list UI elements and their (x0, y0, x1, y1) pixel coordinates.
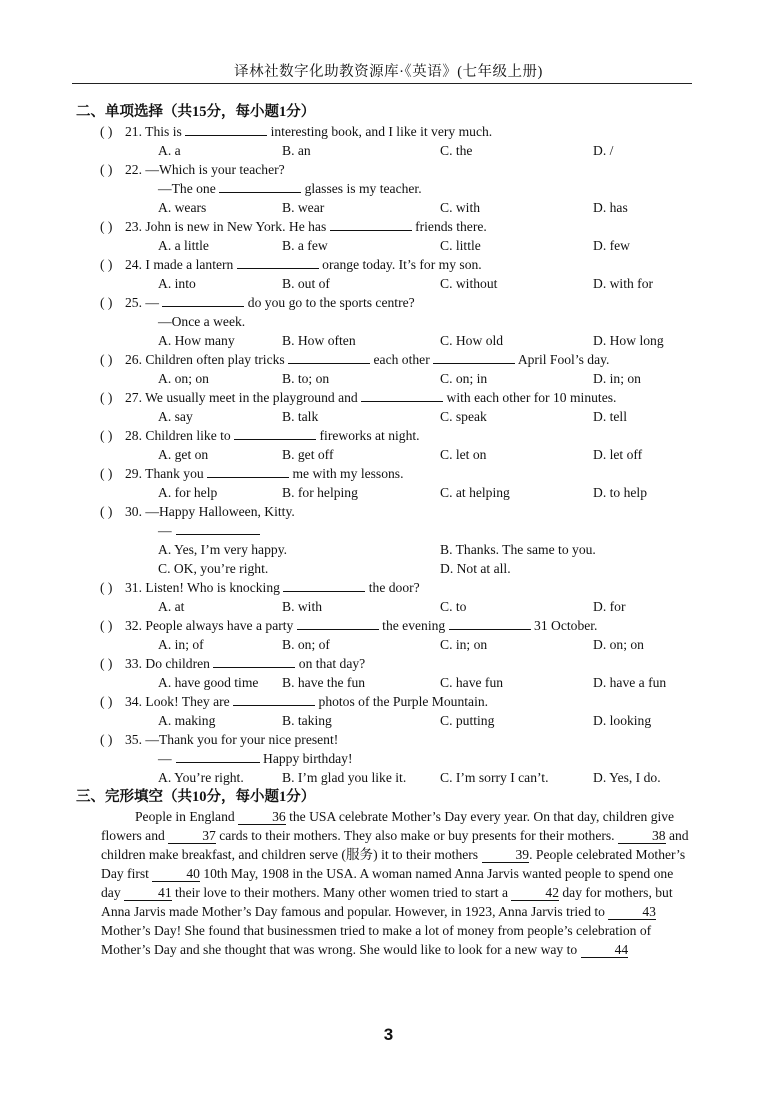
option-row (76, 540, 696, 559)
option-row (76, 711, 696, 730)
reply-dash: — (158, 523, 172, 538)
section2-title: 二、单项选择（共15分，每小题1分） (76, 104, 316, 120)
answer-blank[interactable] (433, 350, 515, 364)
question-stem: 31. Listen! Who is knocking (125, 580, 280, 595)
question-row (76, 692, 696, 711)
question-stem: 21. This is (125, 124, 182, 139)
passage-text: People in England (135, 809, 239, 824)
option[interactable]: A. on; on (158, 371, 209, 386)
worksheet-body (76, 102, 696, 959)
option[interactable]: A. for help (158, 485, 218, 500)
dialogue-line (158, 521, 260, 540)
question-row (76, 388, 696, 407)
question-stem: fireworks at night. (319, 428, 420, 443)
question-text (125, 616, 597, 635)
option-row (76, 141, 696, 160)
option[interactable]: D. looking (593, 713, 652, 728)
answer-blank[interactable] (288, 350, 370, 364)
option-row (76, 768, 696, 787)
page-header: 译林社数字化助教资源库·《英语》(七年级上册) (234, 64, 543, 80)
answer-blank[interactable] (361, 388, 443, 402)
dialogue-line (158, 179, 422, 198)
question-stem: 23. John is new in New York. He has (125, 219, 327, 234)
option-row (76, 274, 696, 293)
cloze-blank[interactable]: 44 (581, 942, 629, 958)
passage-text: Mother’s Day! She found that businessmen tried to make a lot of money from people’s celebration of Mother’s Day and she thought that was wrong. She would like to look for a new way to (101, 923, 652, 957)
option[interactable]: C. in; on (440, 637, 488, 652)
question-text (125, 692, 488, 711)
option[interactable]: A. say (158, 409, 193, 424)
section3-title: 三、完形填空（共10分，每小题1分） (76, 789, 316, 805)
header-divider (72, 83, 692, 84)
question-row (76, 578, 696, 597)
passage-text: and children make breakfast, and children serve (服务) it to their mothers (101, 828, 689, 862)
option[interactable]: C. let on (440, 447, 487, 462)
reply-dash: — (158, 751, 172, 766)
option[interactable]: A. at (158, 599, 185, 614)
question-stem: 30. —Happy Halloween, Kitty. (125, 504, 295, 519)
option[interactable]: A. You’re right. (158, 770, 244, 785)
cloze-passage (76, 807, 691, 959)
page-number: 3 (383, 1025, 394, 1044)
answer-paren[interactable]: ( ) (100, 618, 113, 633)
answer-blank[interactable] (185, 122, 267, 136)
cloze-paragraph (101, 807, 691, 959)
answer-blank[interactable] (283, 578, 365, 592)
question-stem: glasses is my teacher. (304, 181, 422, 196)
cloze-blank[interactable]: 36 (238, 809, 286, 825)
question-stem: 33. Do children (125, 656, 210, 671)
question-text (125, 255, 482, 274)
option-row (76, 635, 696, 654)
question-row (76, 730, 696, 749)
question-stem: 34. Look! They are (125, 694, 230, 709)
answer-paren[interactable]: ( ) (100, 504, 113, 519)
option[interactable]: A. wears (158, 200, 207, 215)
option-row (76, 369, 696, 388)
answer-paren[interactable]: ( ) (100, 656, 113, 671)
answer-blank[interactable] (297, 616, 379, 630)
cloze-blank[interactable]: 38 (618, 828, 666, 844)
answer-paren[interactable]: ( ) (100, 732, 113, 747)
option[interactable]: A. a little (158, 238, 209, 253)
dialogue-line (158, 312, 245, 331)
option[interactable]: D. to help (593, 485, 647, 500)
option[interactable]: A. Yes, I’m very happy. (158, 542, 287, 557)
answer-blank[interactable] (233, 692, 315, 706)
question-stem: orange today. It’s for my son. (322, 257, 482, 272)
option-row (76, 559, 696, 578)
option[interactable]: C. with (440, 200, 481, 215)
option[interactable]: D. with for (593, 276, 654, 291)
question-stem: the door? (368, 580, 420, 595)
question-text (125, 122, 492, 141)
answer-blank[interactable] (219, 179, 301, 193)
answer-blank[interactable] (330, 217, 412, 231)
question-stem: 35. —Thank you for your nice present! (125, 732, 339, 747)
question-text (125, 350, 609, 369)
option-row (76, 445, 696, 464)
option[interactable]: A. get on (158, 447, 209, 462)
question-stem: with each other for 10 minutes. (446, 390, 617, 405)
question-line (76, 179, 696, 198)
passage-text: day for mothers, but Anna Jarvis made Mother’s Day famous and popular. However, in 1923, Anna Jarvis tried to (101, 885, 673, 919)
question-stem: 29. Thank you (125, 466, 204, 481)
question-row (76, 654, 696, 673)
question-stem: 24. I made a lantern (125, 257, 234, 272)
option-row (76, 407, 696, 426)
question-stem: —Once a week. (158, 314, 246, 329)
question-row (76, 293, 696, 312)
question-stem: me with my lessons. (292, 466, 404, 481)
question-stem: 32. People always have a party (125, 618, 294, 633)
option[interactable]: A. in; of (158, 637, 204, 652)
question-stem: interesting book, and I like it very much. (270, 124, 493, 139)
question-row (76, 616, 696, 635)
option[interactable]: B. get off (282, 447, 334, 462)
question-stem: —The one (158, 181, 216, 196)
option[interactable]: D. have a fun (593, 675, 667, 690)
question-row (76, 122, 696, 141)
question-stem: 27. We usually meet in the playground and (125, 390, 358, 405)
question-row (76, 350, 696, 369)
answer-paren[interactable]: ( ) (100, 162, 113, 177)
option[interactable]: D. few (593, 238, 630, 253)
question-stem: each other (373, 352, 430, 367)
option[interactable]: B. a few (282, 238, 328, 253)
option[interactable]: C. at helping (440, 485, 510, 500)
option[interactable]: A. a (158, 143, 181, 158)
question-row (76, 426, 696, 445)
question-list (76, 122, 696, 787)
option[interactable]: B. wear (282, 200, 325, 215)
question-row (76, 502, 696, 521)
question-row (76, 255, 696, 274)
option[interactable]: D. tell (593, 409, 627, 424)
passage-text: their love to their mothers. Many other women tried to start a (171, 885, 512, 900)
answer-paren[interactable]: ( ) (100, 694, 113, 709)
question-text (125, 464, 404, 483)
option-row (76, 198, 696, 217)
option-row (76, 597, 696, 616)
question-text (125, 730, 338, 749)
passage-text: the USA celebrate Mother’s Day every year. On that day, children give flowers and (101, 809, 675, 843)
option[interactable]: D. / (593, 143, 614, 158)
question-text (125, 217, 487, 236)
cloze-blank[interactable]: 41 (124, 885, 172, 901)
question-text (125, 654, 365, 673)
cloze-blank[interactable]: 39 (482, 847, 530, 863)
option[interactable]: D. let off (593, 447, 643, 462)
option[interactable]: C. OK, you’re right. (158, 561, 269, 576)
answer-paren[interactable]: ( ) (100, 295, 113, 310)
option[interactable]: C. speak (440, 409, 487, 424)
question-text (125, 426, 420, 445)
option[interactable]: C. I’m sorry I can’t. (440, 770, 549, 785)
reply-line (76, 521, 696, 540)
option[interactable]: C. to (440, 599, 467, 614)
passage-text: . People celebrated Mother’s Day first (101, 847, 686, 881)
answer-paren[interactable]: ( ) (100, 466, 113, 481)
question-row (76, 464, 696, 483)
option[interactable]: B. with (282, 599, 323, 614)
option[interactable]: D. for (593, 599, 626, 614)
answer-paren[interactable]: ( ) (100, 580, 113, 595)
question-stem: friends there. (415, 219, 487, 234)
dialogue-line (158, 749, 352, 768)
option[interactable]: C. little (440, 238, 481, 253)
answer-paren[interactable]: ( ) (100, 428, 113, 443)
question-text (125, 578, 420, 597)
cloze-blank[interactable]: 37 (168, 828, 216, 844)
answer-blank[interactable] (176, 521, 260, 535)
question-text (125, 502, 295, 521)
option[interactable]: B. on; of (282, 637, 330, 652)
cloze-blank[interactable]: 42 (511, 885, 559, 901)
option[interactable]: D. in; on (593, 371, 641, 386)
option[interactable]: D. How long (593, 333, 664, 348)
answer-blank[interactable] (207, 464, 289, 478)
option[interactable]: B. talk (282, 409, 319, 424)
cloze-blank[interactable]: 43 (608, 904, 656, 920)
option[interactable]: A. making (158, 713, 216, 728)
reply-line (76, 749, 696, 768)
answer-blank[interactable] (213, 654, 295, 668)
question-stem: 26. Children often play tricks (125, 352, 285, 367)
cloze-blank[interactable]: 40 (152, 866, 200, 882)
question-stem: 22. —Which is your teacher? (125, 162, 285, 177)
option[interactable]: D. on; on (593, 637, 644, 652)
option[interactable]: A. into (158, 276, 196, 291)
option[interactable]: B. I’m glad you like it. (282, 770, 407, 785)
option[interactable]: B. have the fun (282, 675, 366, 690)
answer-paren[interactable]: ( ) (100, 219, 113, 234)
question-stem: 31 October. (534, 618, 598, 633)
option[interactable]: C. without (440, 276, 498, 291)
answer-paren[interactable]: ( ) (100, 257, 113, 272)
answer-paren[interactable]: ( ) (100, 124, 113, 139)
answer-blank[interactable] (234, 426, 316, 440)
option[interactable]: B. out of (282, 276, 330, 291)
option[interactable]: C. have fun (440, 675, 504, 690)
option[interactable]: B. taking (282, 713, 332, 728)
option[interactable]: B. How often (282, 333, 356, 348)
option[interactable]: C. the (440, 143, 473, 158)
option[interactable]: B. Thanks. The same to you. (440, 542, 596, 557)
question-stem: 28. Children like to (125, 428, 231, 443)
option[interactable]: D. has (593, 200, 628, 215)
option[interactable]: C. putting (440, 713, 495, 728)
question-stem: 25. — (125, 295, 159, 310)
question-text (125, 293, 415, 312)
option-row (76, 236, 696, 255)
option[interactable]: C. How old (440, 333, 504, 348)
answer-paren[interactable]: ( ) (100, 390, 113, 405)
option[interactable]: D. Not at all. (440, 561, 511, 576)
question-stem: the evening (382, 618, 446, 633)
answer-blank[interactable] (176, 749, 260, 763)
option-row (76, 331, 696, 350)
answer-paren[interactable]: ( ) (100, 352, 113, 367)
answer-blank[interactable] (237, 255, 319, 269)
passage-text: cards to their mothers. They also make or buy presents for their mothers. (215, 828, 618, 843)
option[interactable]: B. to; on (282, 371, 330, 386)
question-stem: April Fool’s day. (517, 352, 610, 367)
question-row (76, 217, 696, 236)
option-row (76, 673, 696, 692)
option[interactable]: B. for helping (282, 485, 358, 500)
question-text (125, 388, 616, 407)
option[interactable]: D. Yes, I do. (593, 770, 661, 785)
option[interactable]: A. have good time (158, 675, 259, 690)
question-stem: on that day? (298, 656, 366, 671)
passage-text: 10th May, 1908 in the USA. A woman named Anna Jarvis wanted people to spend one day (101, 866, 674, 900)
option-row (76, 483, 696, 502)
question-stem: photos of the Purple Mountain. (318, 694, 489, 709)
question-row (76, 160, 696, 179)
answer-blank[interactable] (449, 616, 531, 630)
option[interactable]: A. How many (158, 333, 235, 348)
question-text (125, 160, 285, 179)
option[interactable]: C. on; in (440, 371, 488, 386)
option[interactable]: B. an (282, 143, 311, 158)
question-stem: Happy birthday! (263, 751, 353, 766)
answer-blank[interactable] (162, 293, 244, 307)
question-line (76, 312, 696, 331)
question-stem: do you go to the sports centre? (247, 295, 415, 310)
